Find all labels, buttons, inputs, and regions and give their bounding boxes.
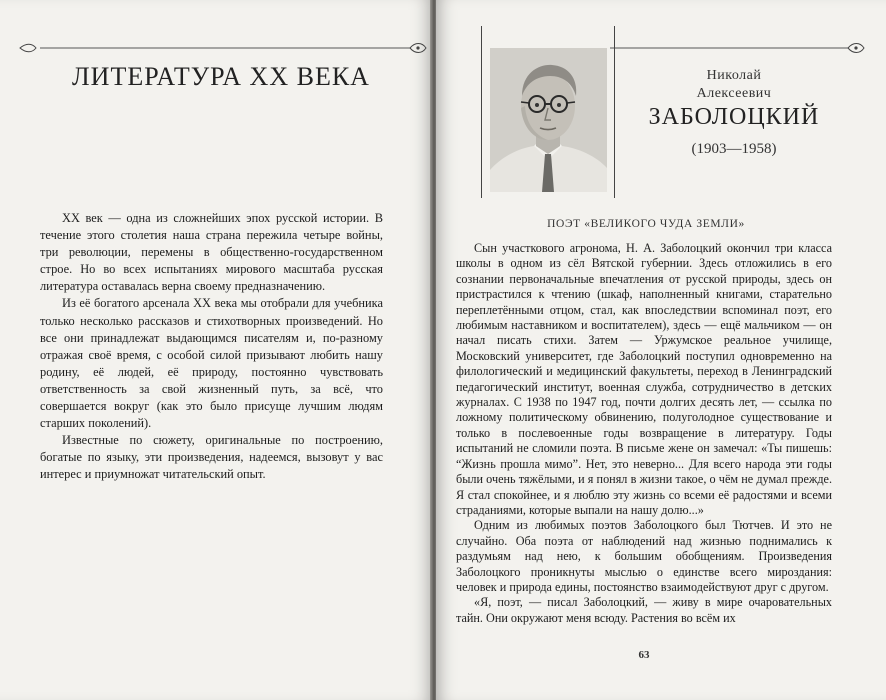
paragraph: Известные по сюжету, оригинальные по построению, богатые по языку, эти произведения, надеемся, вызовут у вас интерес и приумножат читательский опыт. [40, 433, 383, 482]
author-portrait [490, 48, 607, 192]
left-ornamental-rule [18, 47, 430, 49]
author-years: (1903—1958) [691, 141, 777, 157]
paragraph: Одним из любимых поэтов Заболоцкого был Тютчев. И это не случайно. Оба поэта от наблюдений над жизнью поднимались к раздумьям над нею, к большим обобщениям. Произведения Заболоцкого проникнуты мыслью о единстве всего мироздания: человек и природа едины, постоянство взаимодействуют друг с другом. [456, 518, 832, 594]
section-heading: ПОЭТ «ВЕЛИКОГО ЧУДА ЗЕМЛИ» [547, 218, 745, 230]
author-heading [628, 68, 840, 158]
paragraph: Из её богатого арсенала XX века мы отобрали для учебника только несколько рассказов и стихотворных произведений. Но все они принадлежат выдающимся писателям и, по-разному отражая своё время, с особой силой призывают любить нашу родину, её людей, её природу, постоянно чувствовать ответственность за свой жизненный путь, за всё, что совершается вокруг (как это было присуще лучшим людям старших поколений). [40, 296, 383, 431]
page-title: ЛИТЕРАТУРА XX ВЕКА [72, 62, 370, 91]
paragraph: Сын участкового агронома, Н. А. Заболоцкий окончил три класса школы в одном из сёл Вятской губернии. Здесь отложились в его сознании первоначальные впечатления от русской природы, здесь он пристрастился к чтению (шкаф, наполненный книгами, старательно переплетёнными отцом, стал, как впоследствии вспоминал поэт, его любимым наставником и воспитателем), здесь — ещё мальчиком — он начал писать стихи. Затем — Уржумское реальное училище, Московский университет, где Заболоцкий поступил одновременно на филологический и медицинский факультеты, переход в Ленинградский педагогический институт, военная служба, сотрудничество в детских журналах. С 1938 по 1947 год, почти долгих десять лет, — ссылка по ложному политическому обвинению, полуголодное существование и только в послевоенные годы возвращение в литературу. Годы испытаний не сломили поэта. В письме жене он замечал: «Ты пишешь: “Жизнь прошла мимо”. Нет, это неверно... Для всего народа эти годы были очень тяжёлыми, и я понял в жизни такое, о чём не думал прежде. Я стал спокойнее, и я люблю эту жизнь со всеми её радостями и всеми страданиями, которые выпали на нашу долю...» [456, 241, 832, 517]
paragraph: XX век — одна из сложнейших эпох русской истории. В течение этого столетия наша страна пережила четыре войны, три революции, перемены в общественно-государственном строе. Но во всех испытаниях мирового масштаба русская литература оставалась верна своему предназначению. [40, 211, 383, 294]
page-number: 63 [638, 649, 650, 661]
biography-text [456, 241, 832, 626]
intro-text [40, 210, 383, 484]
author-surname: ЗАБОЛОЦКИЙ [648, 104, 820, 130]
paragraph: «Я, поэт, — писал Заболоцкий, — живу в мире очаровательных тайн. Они окружают меня всюду. Растения во всём их [456, 595, 832, 625]
left-page [0, 0, 432, 700]
author-first-name: Николай [706, 68, 762, 83]
right-ornamental-rule [610, 47, 872, 49]
author-patronymic: Алексеевич [696, 86, 772, 101]
